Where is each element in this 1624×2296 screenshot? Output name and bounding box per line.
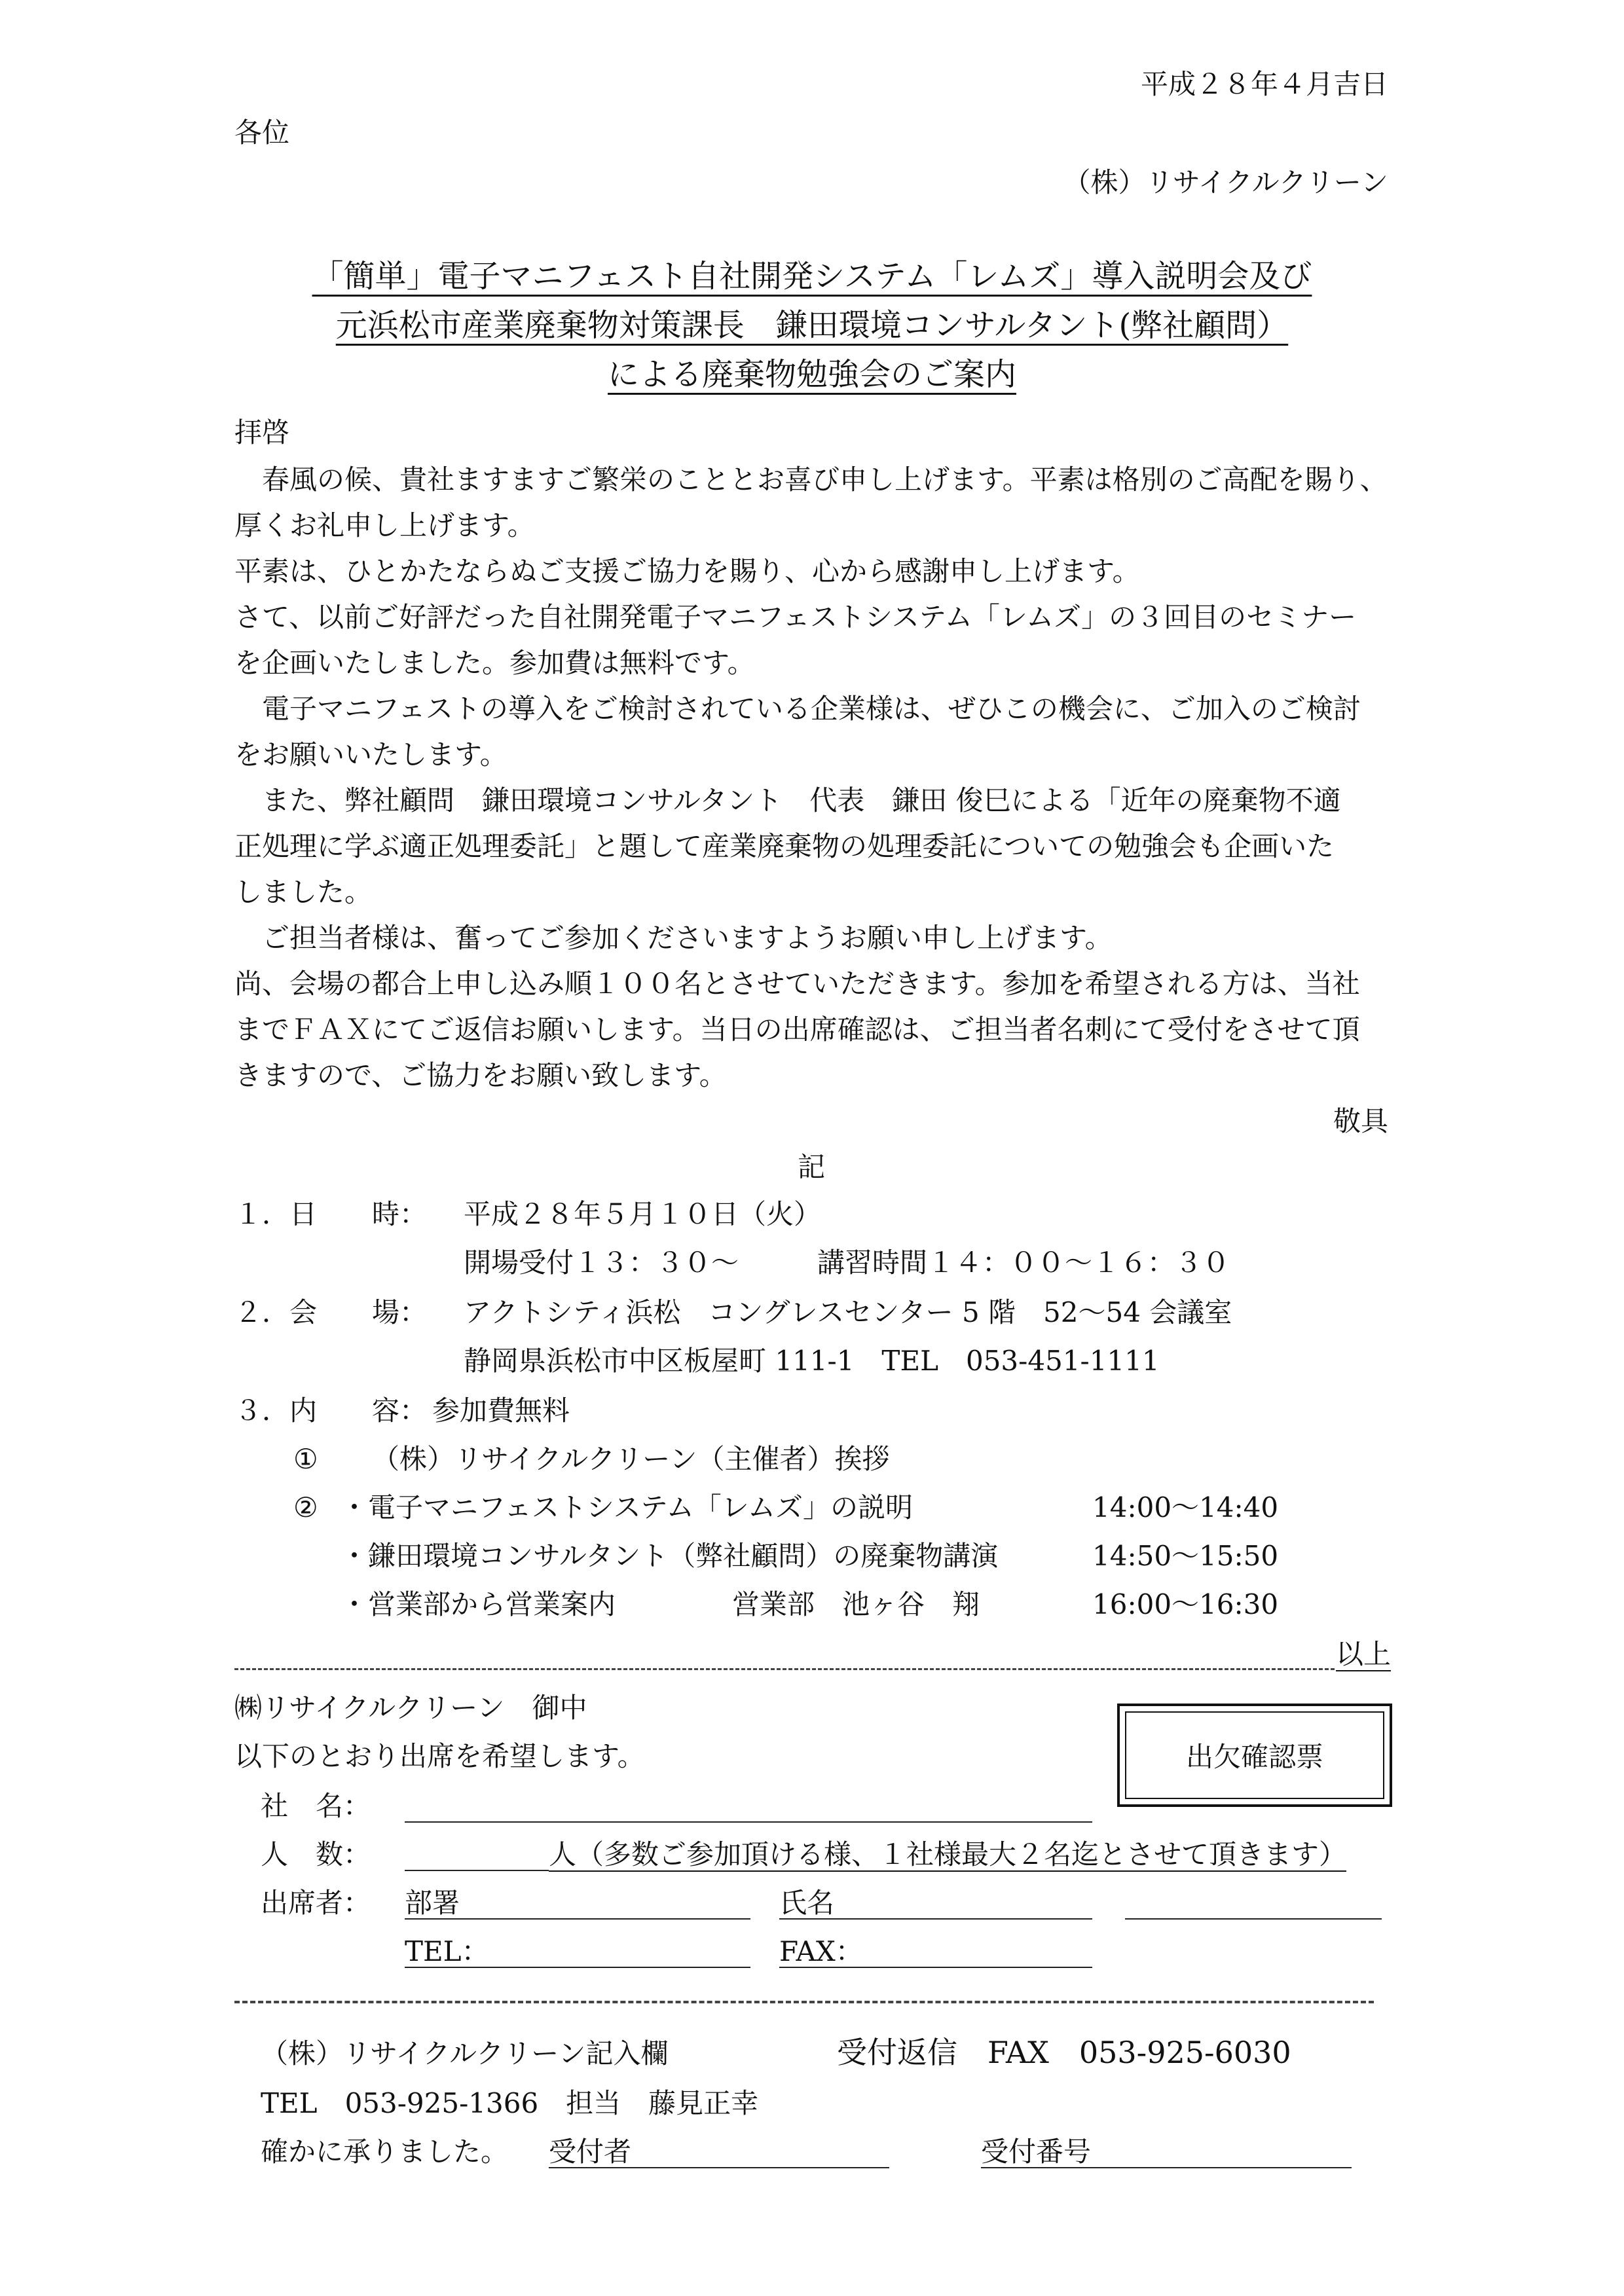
cut-line-top — [234, 1668, 1335, 1670]
body-paragraph-4-line-2: をお願いいたします。 — [234, 738, 507, 771]
body-paragraph-5-line-3: しました。 — [234, 876, 373, 908]
body-paragraph-7-line-3: きますので、ご協力をお願い致します。 — [234, 1059, 727, 1091]
agenda-item-2c-person: 営業部 池ヶ谷 翔 — [732, 1588, 980, 1620]
extra-input-line[interactable] — [1125, 1918, 1382, 1920]
agenda-item-2b-text: ・鎌田環境コンサルタント（弊社顧問）の廃棄物講演 — [341, 1540, 999, 1572]
body-paragraph-2: 平素は、ひとかたならぬご支援ご協力を賜り、心から感謝申し上げます。 — [234, 555, 1140, 587]
tel-input-line[interactable] — [405, 1967, 750, 1968]
agenda-item-1-number: ① — [293, 1443, 318, 1475]
agenda-item-2c-text: ・営業部から営業案内 — [341, 1588, 616, 1620]
document-date: 平成２８年４月吉日 — [1140, 68, 1388, 100]
venue-address: 静岡県浜松市中区板屋町 111-1 TEL 053-451-1111 — [464, 1345, 1160, 1377]
body-paragraph-5-line-2: 正処理に学ぶ適正処理委託」と題して産業廃棄物の処理委託についての勉強会も企画いた — [234, 830, 1335, 862]
body-paragraph-3-line-2: を企画いたしました。参加費は無料です。 — [234, 647, 755, 679]
form-intro: 以下のとおり出席を希望します。 — [234, 1740, 645, 1772]
date-value: 平成２８年５月１０日（火） — [464, 1198, 822, 1230]
body-paragraph-1-line-2: 厚くお礼申し上げます。 — [234, 509, 535, 541]
company-input-line[interactable] — [405, 1821, 1092, 1823]
agenda-item-2c-time: 16:00～16:30 — [1092, 1588, 1279, 1620]
body-paragraph-4-line-1: 電子マニフェストの導入をご検討されている企業様は、ぜひこの機会に、ご加入のご検討 — [262, 693, 1361, 725]
agenda-item-2b-time: 14:50～15:50 — [1092, 1540, 1279, 1572]
title-line-3: による廃棄物勉強会のご案内 — [607, 356, 1016, 393]
title-line-1: 「簡単」電子マニフェスト自社開発システム「レムズ」導入説明会及び — [312, 258, 1312, 295]
company-label: 社 名： — [261, 1790, 371, 1822]
count-note: 人（多数ご参加頂ける様、１社様最大２名迄とさせて頂きます） — [549, 1838, 1347, 1870]
addressee: 各位 — [234, 117, 290, 149]
opening-greeting: 拝啓 — [234, 416, 290, 448]
count-input-line[interactable] — [405, 1870, 549, 1871]
content-value: 参加費無料 — [432, 1394, 570, 1427]
venue-label: ２．会 場： — [234, 1296, 428, 1328]
confirmation-text: 確かに承りました。 — [261, 2136, 509, 2168]
agenda-item-1-text: （株）リサイクルクリーン（主催者）挨拶 — [372, 1443, 890, 1475]
attendance-confirmation-label: 出欠確認票 — [1125, 1711, 1384, 1799]
fax-input-line[interactable] — [779, 1967, 1092, 1968]
department-input-line[interactable] — [405, 1918, 750, 1920]
agenda-item-2-number: ② — [293, 1491, 318, 1523]
content-label: ３．内 容： — [234, 1394, 428, 1427]
attendance-confirmation-box — [1117, 1704, 1392, 1807]
count-label: 人 数： — [261, 1838, 371, 1870]
body-paragraph-1-line-1: 春風の候、貴社ますますご繁栄のこととお喜び申し上げます。平素は格別のご高配を賜り、 — [262, 464, 1388, 496]
cut-line-bottom — [234, 2001, 1374, 2003]
body-paragraph-6: ご担当者様は、奮ってご参加くださいますようお願い申し上げます。 — [262, 922, 1113, 954]
agenda-item-2a-text: ・電子マニフェストシステム「レムズ」の説明 — [341, 1491, 913, 1523]
date-label: １．日 時： — [234, 1198, 428, 1230]
closing-word: 敬具 — [1333, 1105, 1388, 1137]
department-label: 部署 — [405, 1887, 460, 1919]
end-mark: 以上 — [1336, 1638, 1392, 1670]
attendee-label: 出席者： — [261, 1887, 371, 1919]
body-paragraph-7-line-1: 尚、会場の都合上申し込み順１００名とさせていただきます。参加を希望される方は、当社 — [234, 968, 1360, 1000]
details-heading: 記 — [798, 1151, 826, 1183]
agenda-item-2a-time: 14:00～14:40 — [1092, 1491, 1279, 1523]
form-addressee: ㈱リサイクルクリーン 御中 — [234, 1692, 587, 1724]
body-paragraph-5-line-1: また、弊社顧問 鎌田環境コンサルタント 代表 鎌田 俊巳による「近年の廃棄物不適 — [262, 784, 1341, 816]
office-contact: TEL 053-925-1366 担当 藤見正幸 — [261, 2087, 759, 2119]
body-paragraph-7-line-2: までＦＡＸにてご返信お願いします。当日の出席確認は、ご担当者名刺にて受付をさせて頂 — [234, 1013, 1360, 1046]
fax-label: FAX： — [779, 1935, 863, 1967]
receipt-number-label: 受付番号 — [981, 2136, 1092, 2168]
tel-label: TEL： — [405, 1935, 489, 1967]
venue-value: アクトシティ浜松 コングレスセンター 5 階 52～54 会議室 — [464, 1296, 1232, 1328]
name-input-line[interactable] — [779, 1918, 1092, 1920]
receiver-label: 受付者 — [549, 2136, 632, 2168]
body-paragraph-3-line-1: さて、以前ご好評だった自社開発電子マニフェストシステム「レムズ」の３回目のセミナー — [234, 601, 1357, 633]
reception-time: 開場受付１３：３０～ — [464, 1247, 739, 1279]
office-section-label: （株）リサイクルクリーン記入欄 — [261, 2037, 669, 2069]
fax-return-number: 受付返信 FAX 053-925-6030 — [837, 2035, 1291, 2070]
name-label: 氏名 — [779, 1887, 835, 1919]
title-line-2: 元浜松市産業廃棄物対策課長 鎌田環境コンサルタント(弊社顧問） — [335, 307, 1289, 344]
receipt-number-input-line[interactable] — [981, 2167, 1352, 2168]
sender-company: （株）リサイクルクリーン — [1063, 166, 1388, 198]
receiver-input-line[interactable] — [549, 2167, 889, 2168]
lecture-time: 講習時間１４：００～１６：３０ — [817, 1247, 1230, 1279]
